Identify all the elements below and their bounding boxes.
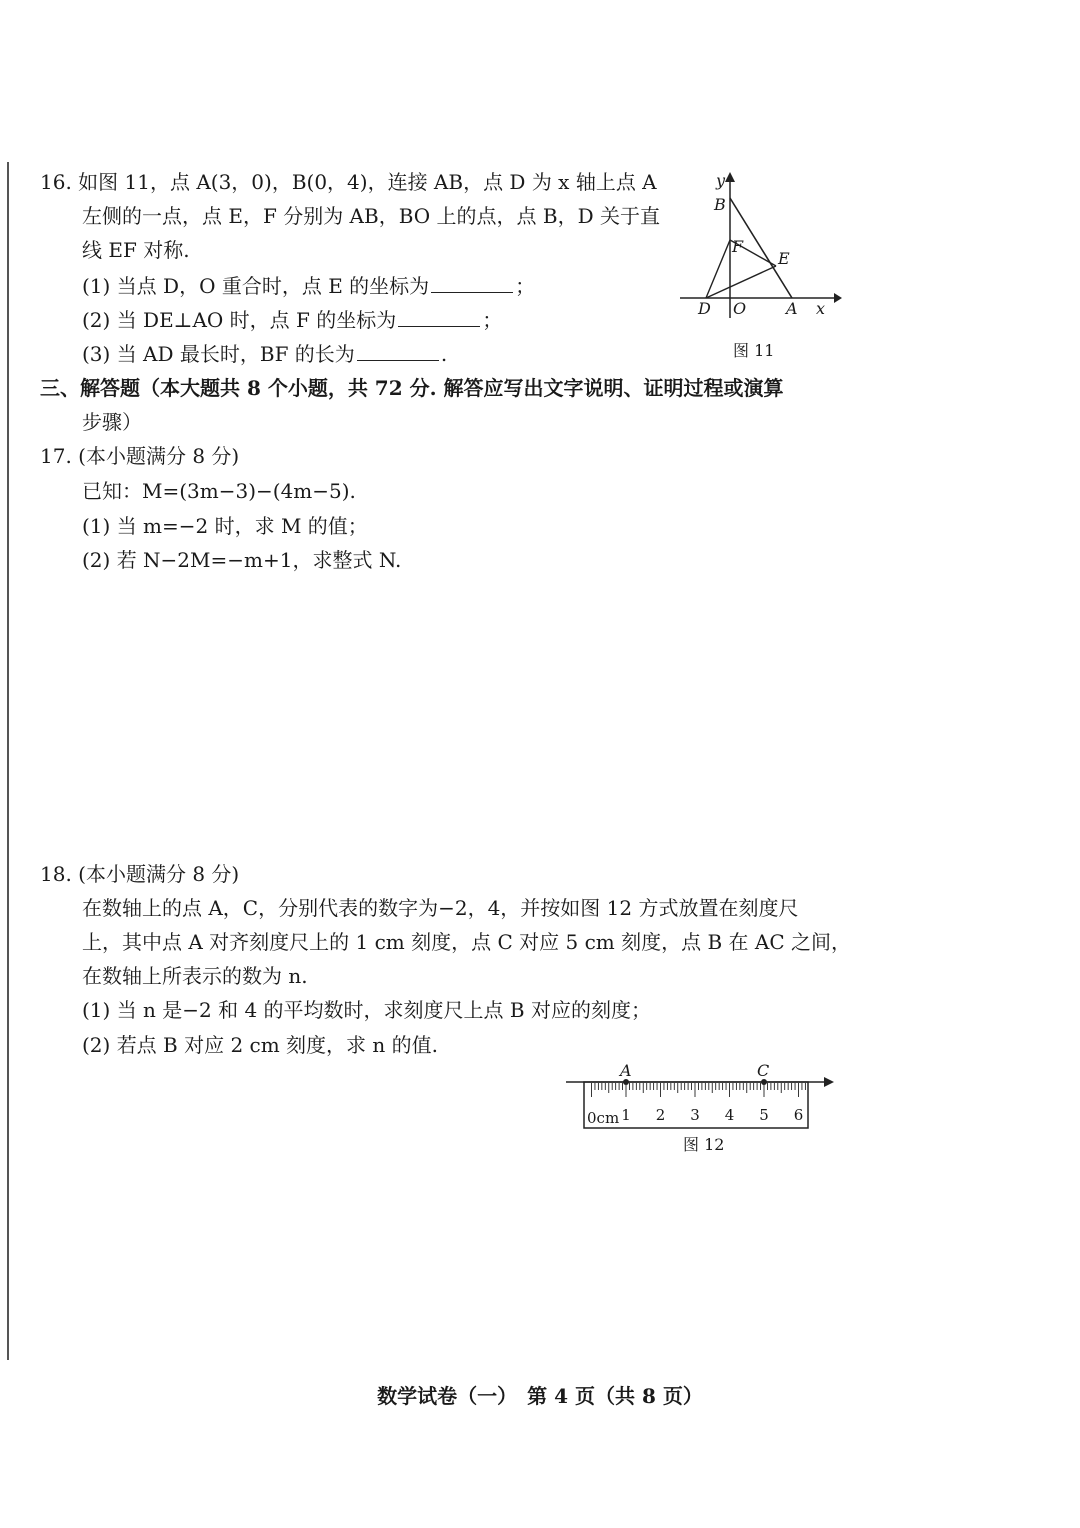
figure-11-caption: 图 11 (733, 341, 775, 360)
x-axis-arrow-icon (834, 293, 842, 303)
label-x: x (816, 299, 826, 318)
q18-line1: 在数轴上的点 A，C，分别代表的数字为−2，4，并按如图 12 方式放置在刻度尺 (82, 896, 799, 920)
q16-sub1-end: ； (515, 274, 536, 298)
ruler-number: 2 (655, 1106, 666, 1124)
ruler-number: 4 (724, 1106, 735, 1124)
ruler-zero-label: 0cm (587, 1109, 620, 1127)
answer-blank (357, 342, 439, 361)
q17-sub1: (1) 当 m=−2 时，求 M 的值； (82, 514, 368, 538)
q17-head: 17. (本小题满分 8 分) (40, 444, 240, 468)
number-line-arrow-icon (824, 1077, 834, 1087)
q16-sub2 (82, 306, 502, 334)
q16-sub1-text: (1) 当点 D，O 重合时，点 E 的坐标为 (82, 274, 430, 298)
q16-sub3-text: (3) 当 AD 最长时，BF 的长为 (82, 342, 355, 366)
label-B: B (714, 195, 726, 214)
answer-blank (398, 308, 480, 327)
ruler-number: 6 (793, 1106, 804, 1124)
label-y: y (716, 171, 726, 190)
figure-11 (676, 168, 844, 330)
ruler-ticks (592, 1083, 806, 1097)
q18-line2: 上，其中点 A 对齐刻度尺上的 1 cm 刻度，点 C 对应 5 cm 刻度，点 B 在 AC 之间， (82, 930, 851, 954)
section-3-heading: 三、解答题（本大题共 8 个小题，共 72 分. 解答应写出文字说明、证明过程或演算 (40, 376, 784, 400)
ruler-number: 5 (759, 1106, 769, 1124)
label-A: A (786, 299, 798, 318)
label-E: E (778, 249, 790, 268)
ruler-numbers (621, 1106, 803, 1124)
figure-12 (560, 1062, 840, 1134)
ruler-number: 3 (690, 1106, 700, 1124)
q18-head: 18. (本小题满分 8 分) (40, 862, 240, 886)
q16-sub3-end: . (440, 342, 448, 366)
label-A-ruler: A (620, 1062, 632, 1080)
page-margin-line (7, 162, 9, 1360)
q18-sub2: (2) 若点 B 对应 2 cm 刻度，求 n 的值. (82, 1033, 439, 1057)
label-D: D (698, 299, 711, 318)
ruler-number: 1 (621, 1106, 631, 1124)
figure-12-caption: 图 12 (683, 1135, 725, 1154)
q16-stem-line2: 左侧的一点，点 E，F 分别为 AB，BO 上的点，点 B，D 关于直 (82, 204, 660, 228)
q18-line3: 在数轴上所表示的数为 n. (82, 964, 308, 988)
q16-sub3 (82, 340, 447, 368)
label-F: F (732, 237, 744, 256)
q16-sub1 (82, 272, 535, 300)
label-C-ruler: C (757, 1062, 770, 1080)
q16-sub2-text: (2) 当 DE⊥AO 时，点 F 的坐标为 (82, 308, 397, 332)
page-footer: 数学试卷（一） 第 4 页（共 8 页） (377, 1384, 703, 1408)
q16-sub2-end: ； (482, 308, 503, 332)
q16-stem-line1: 16. 如图 11，点 A(3，0)，B(0，4)，连接 AB，点 D 为 x 轴上点 A (40, 170, 657, 194)
q17-given: 已知：M=(3m−3)−(4m−5). (82, 479, 356, 503)
q16-stem-line3: 线 EF 对称. (82, 238, 190, 262)
q17-sub2: (2) 若 N−2M=−m+1，求整式 N. (82, 548, 402, 572)
answer-blank (431, 274, 513, 293)
y-axis-arrow-icon (725, 172, 735, 182)
section-3-heading-cont: 步骤） (82, 410, 142, 434)
q18-sub1: (1) 当 n 是−2 和 4 的平均数时，求刻度尺上点 B 对应的刻度； (82, 998, 651, 1022)
label-O: O (733, 299, 747, 318)
